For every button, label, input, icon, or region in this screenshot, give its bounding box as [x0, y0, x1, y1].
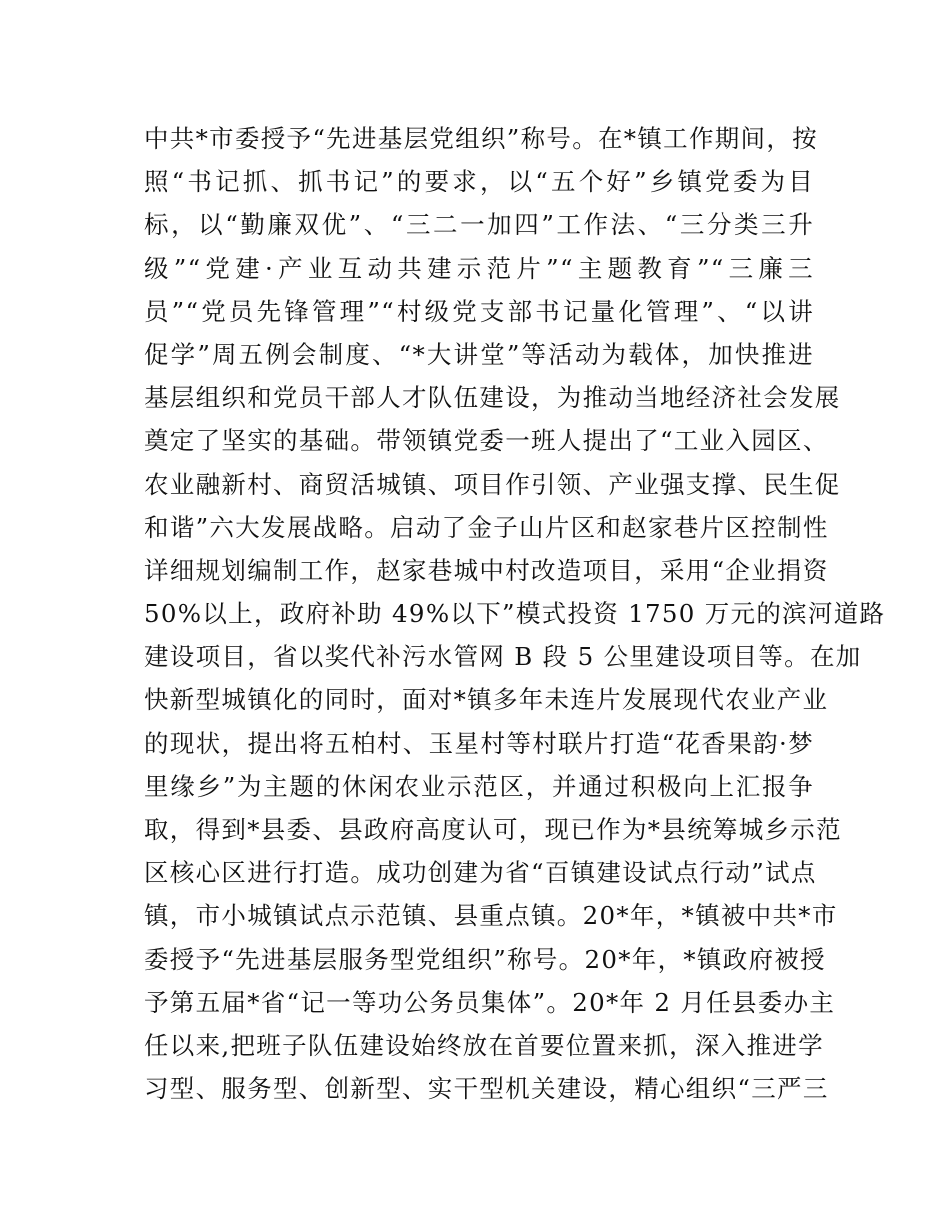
text-line: 50%以上，政府补助 49%以下”模式投资 1750 万元的滨河道路 — [144, 599, 886, 629]
text-line: 里缘乡”为主题的休闲农业示范区，并通过积极向上汇报争 — [144, 771, 814, 801]
text-line: 快新型城镇化的同时，面对*镇多年未连片发展现代农业产业 — [144, 685, 829, 715]
text-line: 促学”周五例会制度、“*大讲堂”等活动为载体，加快推进 — [144, 339, 814, 369]
text-line: 员”“党员先锋管理”“村级党支部书记量化管理”、“以讲 — [144, 296, 814, 326]
text-line: 的现状，提出将五柏村、玉星村等村联片打造“花香果韵·梦 — [144, 728, 814, 758]
text-line: 农业融新村、商贸活城镇、项目作引领、产业强支撑、民生促 — [144, 469, 841, 499]
text-line: 镇，市小城镇试点示范镇、县重点镇。20*年，*镇被中共*市 — [144, 901, 838, 931]
text-line: 取，得到*县委、县政府高度认可，现已作为*县统筹城乡示范 — [144, 815, 842, 844]
text-line: 奠定了坚实的基础。带领镇党委一班人提出了“工业入园区、 — [144, 426, 829, 456]
text-line: 基层组织和党员干部人才队伍建设，为推动当地经济社会发展 — [144, 383, 841, 413]
text-line: 详细规划编制工作，赵家巷城中村改造项目，采用“企业捐资 — [144, 555, 829, 585]
text-line: 和谐”六大发展战略。启动了金子山片区和赵家巷片区控制性 — [144, 512, 829, 542]
text-line: 建设项目，省以奖代补污水管网 B 段 5 公里建设项目等。在加 — [144, 642, 862, 672]
text-line: 标，以“勤廉双优”、“三二一加四”工作法、“三分类三升 — [144, 210, 814, 240]
text-line: 区核心区进行打造。成功创建为省“百镇建设试点行动”试点 — [144, 858, 817, 888]
text-line: 委授予“先进基层服务型党组织”称号。20*年，*镇政府被授 — [144, 944, 826, 974]
text-line: 照“书记抓、抓书记”的要求，以“五个好”乡镇党委为目 — [144, 167, 814, 197]
text-line: 予第五届*省“记一等功公务员集体”。20*年 2 月任县委办主 — [144, 987, 836, 1017]
text-line: 中共*市委授予“先进基层党组织”称号。在*镇工作期间，按 — [144, 124, 818, 153]
body-paragraph — [144, 117, 886, 1110]
text-line: 任以来,把班子队伍建设始终放在首要位置来抓，深入推进学 — [144, 1030, 824, 1060]
text-line: 习型、服务型、创新型、实干型机关建设，精心组织“三严三 — [144, 1074, 829, 1104]
text-line: 级”“党建·产业互动共建示范片”“主题教育”“三廉三 — [144, 253, 814, 283]
